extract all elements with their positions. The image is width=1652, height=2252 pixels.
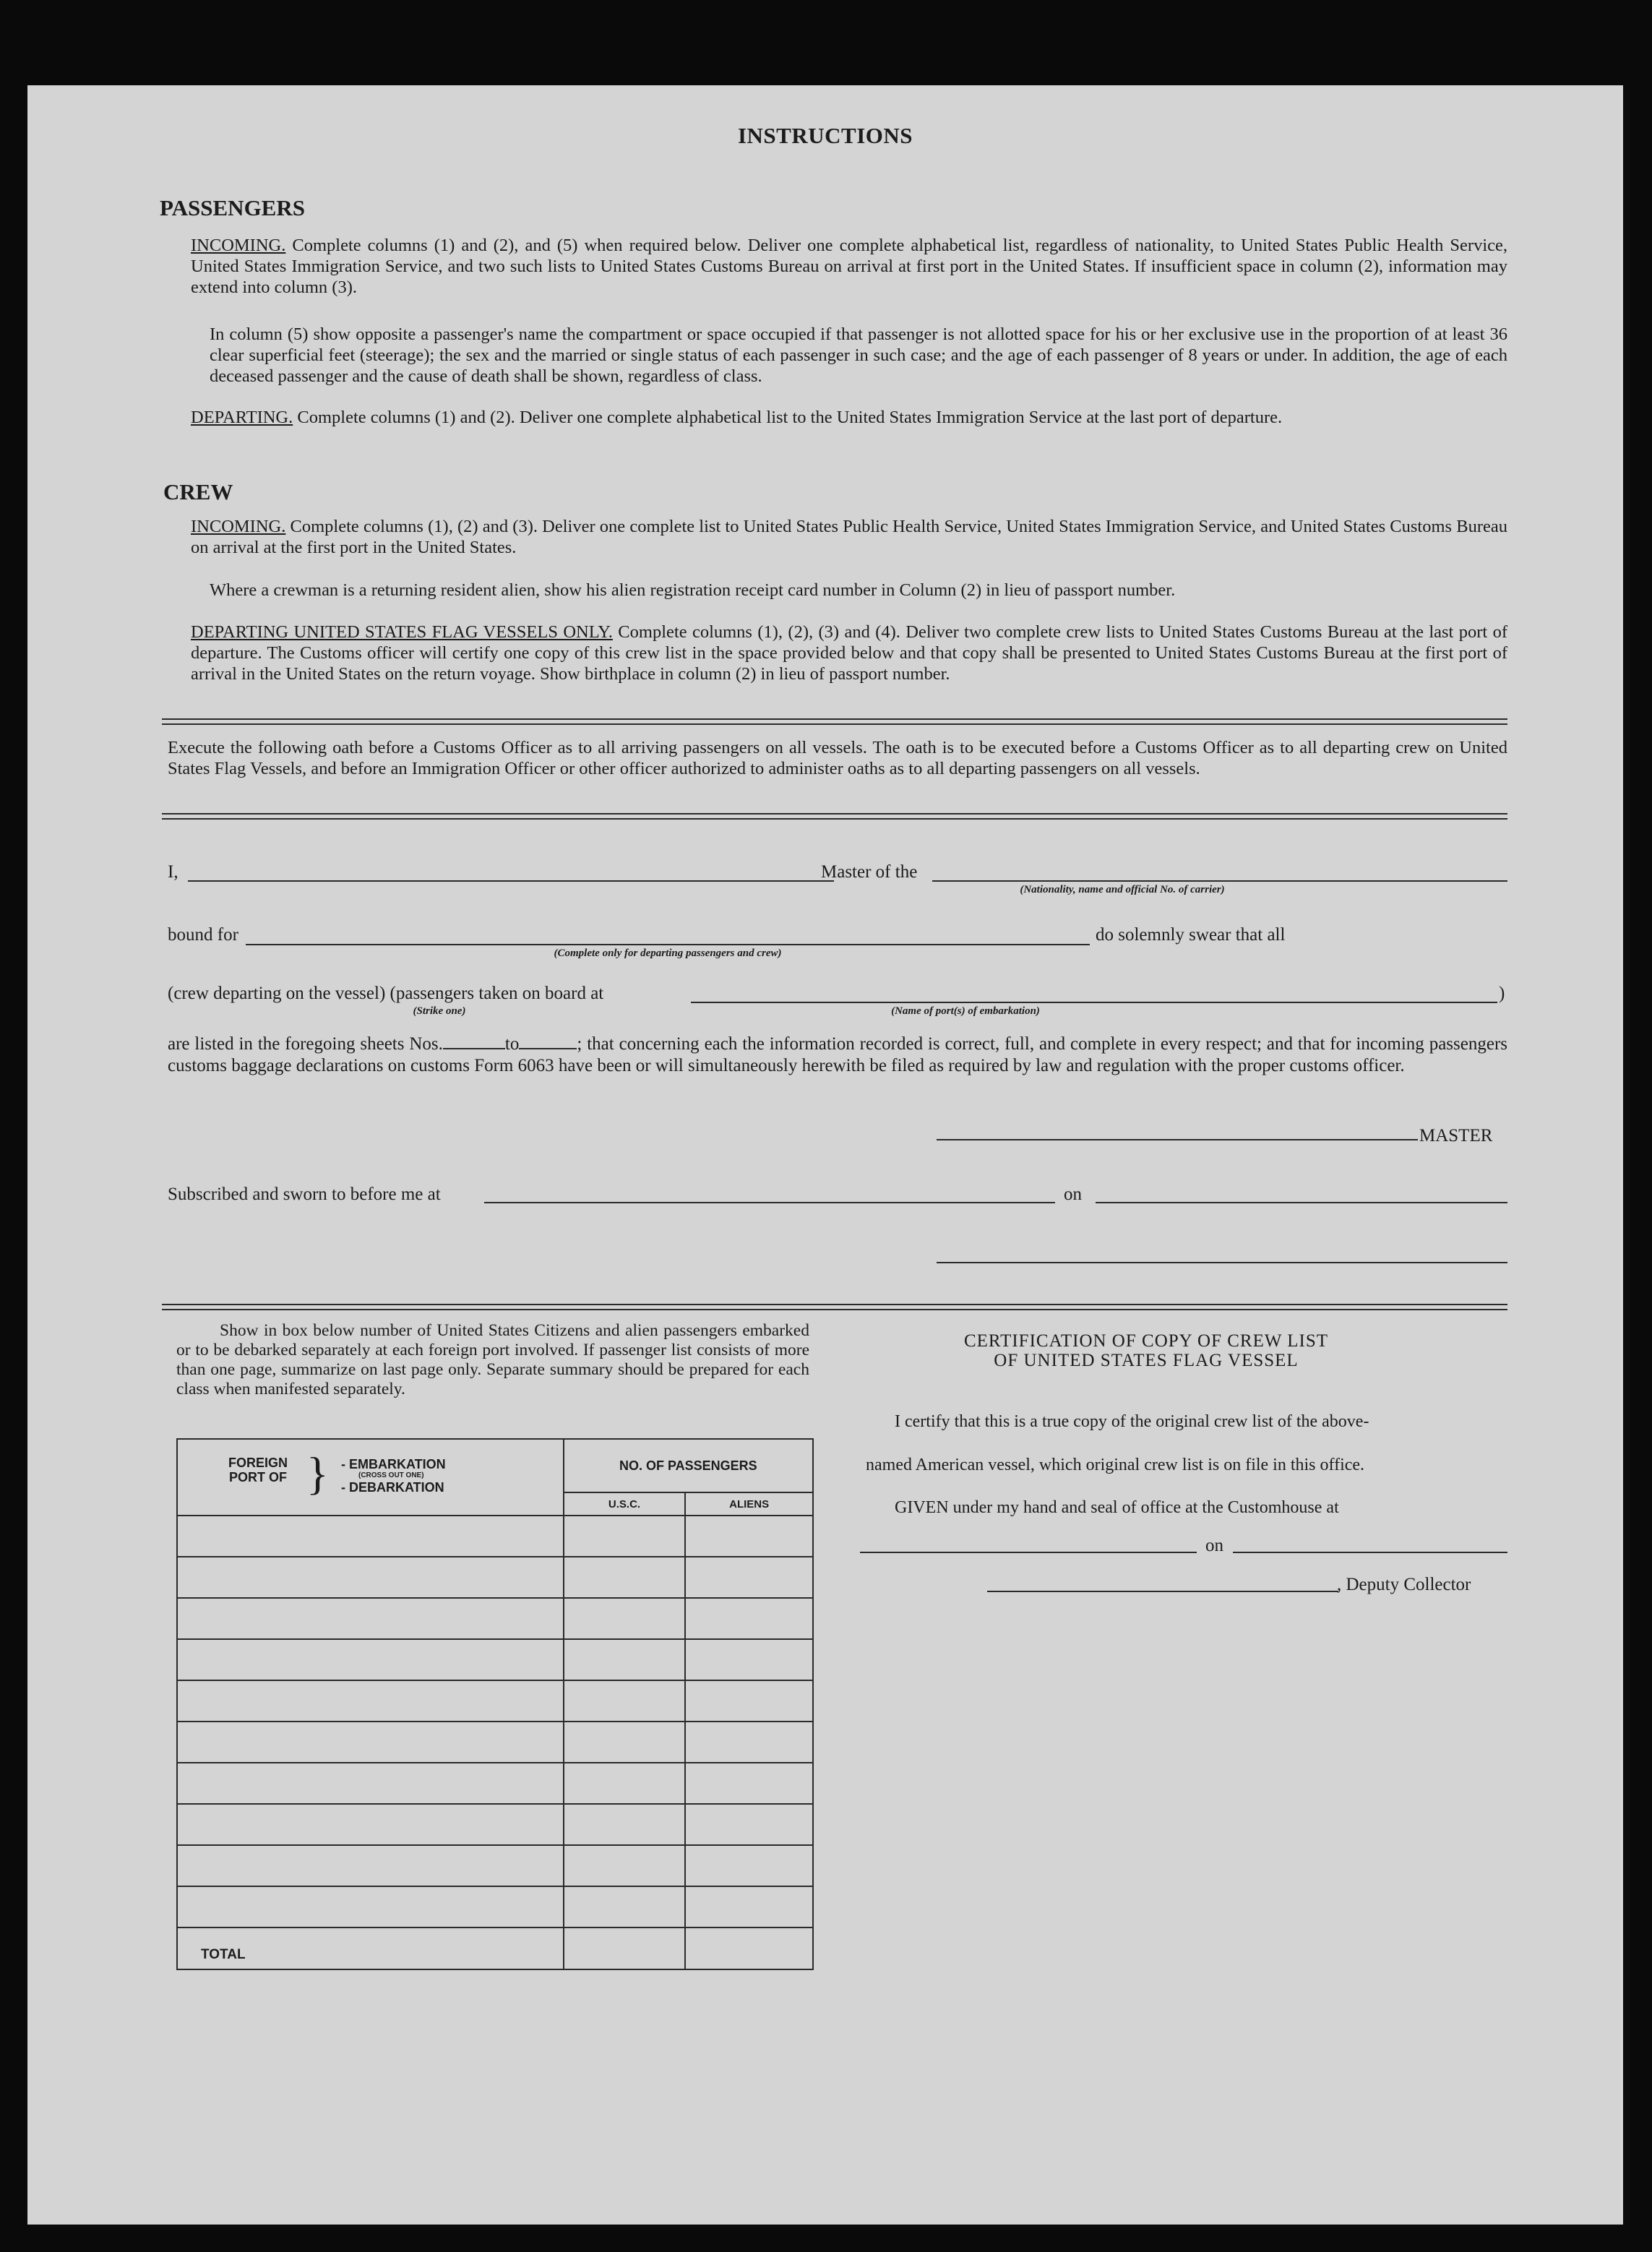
table-row <box>177 1804 813 1845</box>
master-signature-field[interactable] <box>937 1139 1418 1140</box>
deputy-collector-signature-field[interactable] <box>987 1591 1338 1592</box>
nationality-caption: (Nationality, name and official No. of carrier) <box>1020 884 1225 895</box>
certify-line-2: named American vessel, which original crew list is on file in this office. <box>866 1456 1365 1474</box>
port-cell[interactable] <box>177 1763 564 1804</box>
sworn-on-label: on <box>1064 1185 1082 1204</box>
usc-cell[interactable] <box>564 1763 686 1804</box>
passengers-heading: PASSENGERS <box>160 195 305 220</box>
passengers-column5-paragraph: In column (5) show opposite a passenger's name the compartment or space occupied if that passenger is not allotted space for his or her exclusive use in the proportion of at least 36 clear superficial feet (steerage); the sex and the married or single status of each passenger in such case; and the age of each passenger of 8 years or under. In addition, the age of each deceased passenger and the cause of death shall be shown, regardless of class. <box>210 325 1507 386</box>
passengers-departing-label: DEPARTING. <box>191 408 293 427</box>
total-label: TOTAL <box>177 1927 564 1969</box>
listed-to-label: to <box>504 1034 520 1054</box>
aliens-cell[interactable] <box>685 1516 813 1557</box>
aliens-header: ALIENS <box>685 1492 813 1516</box>
usc-cell[interactable] <box>564 1680 686 1722</box>
aliens-cell[interactable] <box>685 1886 813 1927</box>
passengers-incoming-text: Complete columns (1) and (2), and (5) when required below. Deliver one complete alphabetical list, regardless of nationality, to United States Public Health Service, United States Immigration Service, and two such lists to United States Customs Bureau on arrival at first port in the United States. If insufficient space in column (2), information may extend into column (3). <box>191 236 1507 297</box>
aliens-cell[interactable] <box>685 1639 813 1680</box>
usc-cell[interactable] <box>564 1639 686 1680</box>
port-cell[interactable] <box>177 1639 564 1680</box>
sheet-from-field[interactable] <box>443 1032 505 1049</box>
aliens-cell[interactable] <box>685 1680 813 1722</box>
crew-departing-label: (crew departing on the vessel) (passengers taken on board at <box>168 984 604 1003</box>
master-name-field[interactable] <box>188 880 834 882</box>
master-label: MASTER <box>1419 1126 1493 1146</box>
port-cell[interactable] <box>177 1516 564 1557</box>
aliens-cell[interactable] <box>685 1598 813 1639</box>
master-of-the-label: Master of the <box>821 862 918 882</box>
aliens-cell[interactable] <box>685 1722 813 1763</box>
form-page <box>27 85 1623 2225</box>
customhouse-field[interactable] <box>860 1552 1197 1553</box>
crew-departing-text: Complete columns (1), (2), (3) and (4). Deliver two complete crew lists to United States Customs Bureau at the last port of departure. The Customs officer will certify one copy of this crew list in the space provided below and that copy shall be presented to United States Customs Bureau at the first port of arrival in the United States on the return voyage. Show birthplace in column (2) in lieu of passport number. <box>191 622 1507 684</box>
strike-one-caption: (Strike one) <box>413 1005 466 1017</box>
total-row <box>177 1927 813 1969</box>
usc-cell[interactable] <box>564 1804 686 1845</box>
certification-on-label: on <box>1205 1536 1223 1555</box>
crew-departing-paragraph <box>191 622 1507 684</box>
usc-cell[interactable] <box>564 1886 686 1927</box>
port-caption: (Name of port(s) of embarkation) <box>891 1005 1040 1017</box>
usc-cell[interactable] <box>564 1598 686 1639</box>
certification-title <box>886 1331 1406 1370</box>
oath-intro-paragraph: Execute the following oath before a Customs Officer as to all arriving passengers on all vessels. The oath is to be executed before a Customs Officer as to all departing crew on United States Flag Vessels, and before an Immigration Officer or other officer authorized to administer oaths as to all departing passengers on all vessels. <box>168 738 1507 778</box>
listed-paragraph <box>168 1032 1507 1077</box>
official-signature-field[interactable] <box>937 1262 1507 1263</box>
aliens-cell[interactable] <box>685 1845 813 1886</box>
debarkation-label: - DEBARKATION <box>341 1480 444 1495</box>
oath-i-label: I, <box>168 862 178 882</box>
given-line: GIVEN under my hand and seal of office at the Customhouse at <box>895 1498 1339 1517</box>
embarkation-label: - EMBARKATION <box>341 1457 446 1471</box>
summary-instructions: Show in box below number of United States Citizens and alien passengers embarked or to be debarked separately at each foreign port involved. If passenger list consists of more than one page, summarize on last page only. Separate summary should be prepared for each class when manifested separately. <box>176 1321 809 1398</box>
usc-header: U.S.C. <box>564 1492 686 1516</box>
crew-incoming-paragraph <box>191 516 1507 558</box>
sheet-to-field[interactable] <box>519 1032 577 1049</box>
usc-cell[interactable] <box>564 1722 686 1763</box>
table-row <box>177 1557 813 1598</box>
table-row <box>177 1722 813 1763</box>
listed-text-2: ; that concerning each the information recorded is correct, full, and complete in every respect; and that for incoming passengers customs baggage declarations on customs Form 6063 have been or will simultaneously herewith be filed as required by law and regulation with the proper customs officer. <box>168 1034 1507 1075</box>
aliens-total-cell[interactable] <box>685 1927 813 1969</box>
complete-only-caption: (Complete only for departing passengers and crew) <box>554 947 782 959</box>
crew-heading: CREW <box>163 479 233 504</box>
usc-cell[interactable] <box>564 1557 686 1598</box>
table-header-row <box>177 1439 813 1492</box>
brace-glyph: } <box>306 1448 329 1499</box>
usc-cell[interactable] <box>564 1845 686 1886</box>
port-cell[interactable] <box>177 1722 564 1763</box>
close-paren: ) <box>1499 984 1505 1003</box>
port-of-embarkation-field[interactable] <box>691 1002 1497 1003</box>
destination-field[interactable] <box>246 944 1090 945</box>
subscribed-label: Subscribed and sworn to before me at <box>168 1185 441 1204</box>
table-row <box>177 1680 813 1722</box>
port-cell[interactable] <box>177 1804 564 1845</box>
deputy-collector-label: , Deputy Collector <box>1337 1575 1471 1594</box>
port-cell[interactable] <box>177 1557 564 1598</box>
port-cell[interactable] <box>177 1680 564 1722</box>
listed-text-1: are listed in the foregoing sheets Nos. <box>168 1034 443 1054</box>
do-solemnly-label: do solemnly swear that all <box>1096 925 1286 945</box>
no-of-passengers-header: NO. OF PASSENGERS <box>564 1439 813 1492</box>
table-row <box>177 1516 813 1557</box>
summary-divider <box>162 1304 1507 1310</box>
port-cell[interactable] <box>177 1845 564 1886</box>
foreign-port-of-label: FOREIGN PORT OF <box>228 1456 288 1484</box>
certification-title-line-1: CERTIFICATION OF COPY OF CREW LIST <box>963 1331 1329 1351</box>
crew-alien-paragraph: Where a crewman is a returning resident alien, show his alien registration receipt card number in Column (2) in lieu of passport number. <box>210 580 1176 600</box>
cross-out-one-label: (CROSS OUT ONE) <box>358 1471 424 1479</box>
oath-divider <box>162 813 1507 820</box>
aliens-cell[interactable] <box>685 1557 813 1598</box>
aliens-cell[interactable] <box>685 1804 813 1845</box>
sworn-date-field[interactable] <box>1096 1202 1507 1203</box>
aliens-cell[interactable] <box>685 1763 813 1804</box>
carrier-field[interactable] <box>932 880 1507 882</box>
sworn-location-field[interactable] <box>484 1202 1055 1203</box>
page-title: INSTRUCTIONS <box>737 123 913 148</box>
passenger-summary-table <box>176 1438 814 1970</box>
passengers-departing-text: Complete columns (1) and (2). Deliver one complete alphabetical list to the United States Immigration Service at the last port of departure. <box>293 408 1283 427</box>
passengers-incoming-label: INCOMING. <box>191 236 286 255</box>
crew-incoming-text: Complete columns (1), (2) and (3). Deliver one complete list to United States Public Health Service, United States Immigration Service, and United States Customs Bureau on arrival at the first port in the United States. <box>191 517 1507 557</box>
certification-date-field[interactable] <box>1233 1552 1507 1553</box>
crew-departing-label: DEPARTING UNITED STATES FLAG VESSELS ONLY. <box>191 622 613 642</box>
table-row <box>177 1886 813 1927</box>
port-header-cell <box>177 1439 564 1516</box>
usc-cell[interactable] <box>564 1516 686 1557</box>
crew-incoming-label: INCOMING. <box>191 517 286 536</box>
table-row <box>177 1845 813 1886</box>
table-row <box>177 1763 813 1804</box>
port-cell[interactable] <box>177 1886 564 1927</box>
table-row <box>177 1598 813 1639</box>
section-divider <box>162 718 1507 725</box>
passengers-departing-paragraph <box>191 407 1507 428</box>
certification-title-line-2: OF UNITED STATES FLAG VESSEL <box>994 1351 1299 1370</box>
passengers-incoming-paragraph <box>191 235 1507 298</box>
certify-line-1: I certify that this is a true copy of the original crew list of the above- <box>895 1412 1369 1431</box>
port-cell[interactable] <box>177 1598 564 1639</box>
bound-for-label: bound for <box>168 925 238 945</box>
usc-total-cell[interactable] <box>564 1927 686 1969</box>
table-row <box>177 1639 813 1680</box>
